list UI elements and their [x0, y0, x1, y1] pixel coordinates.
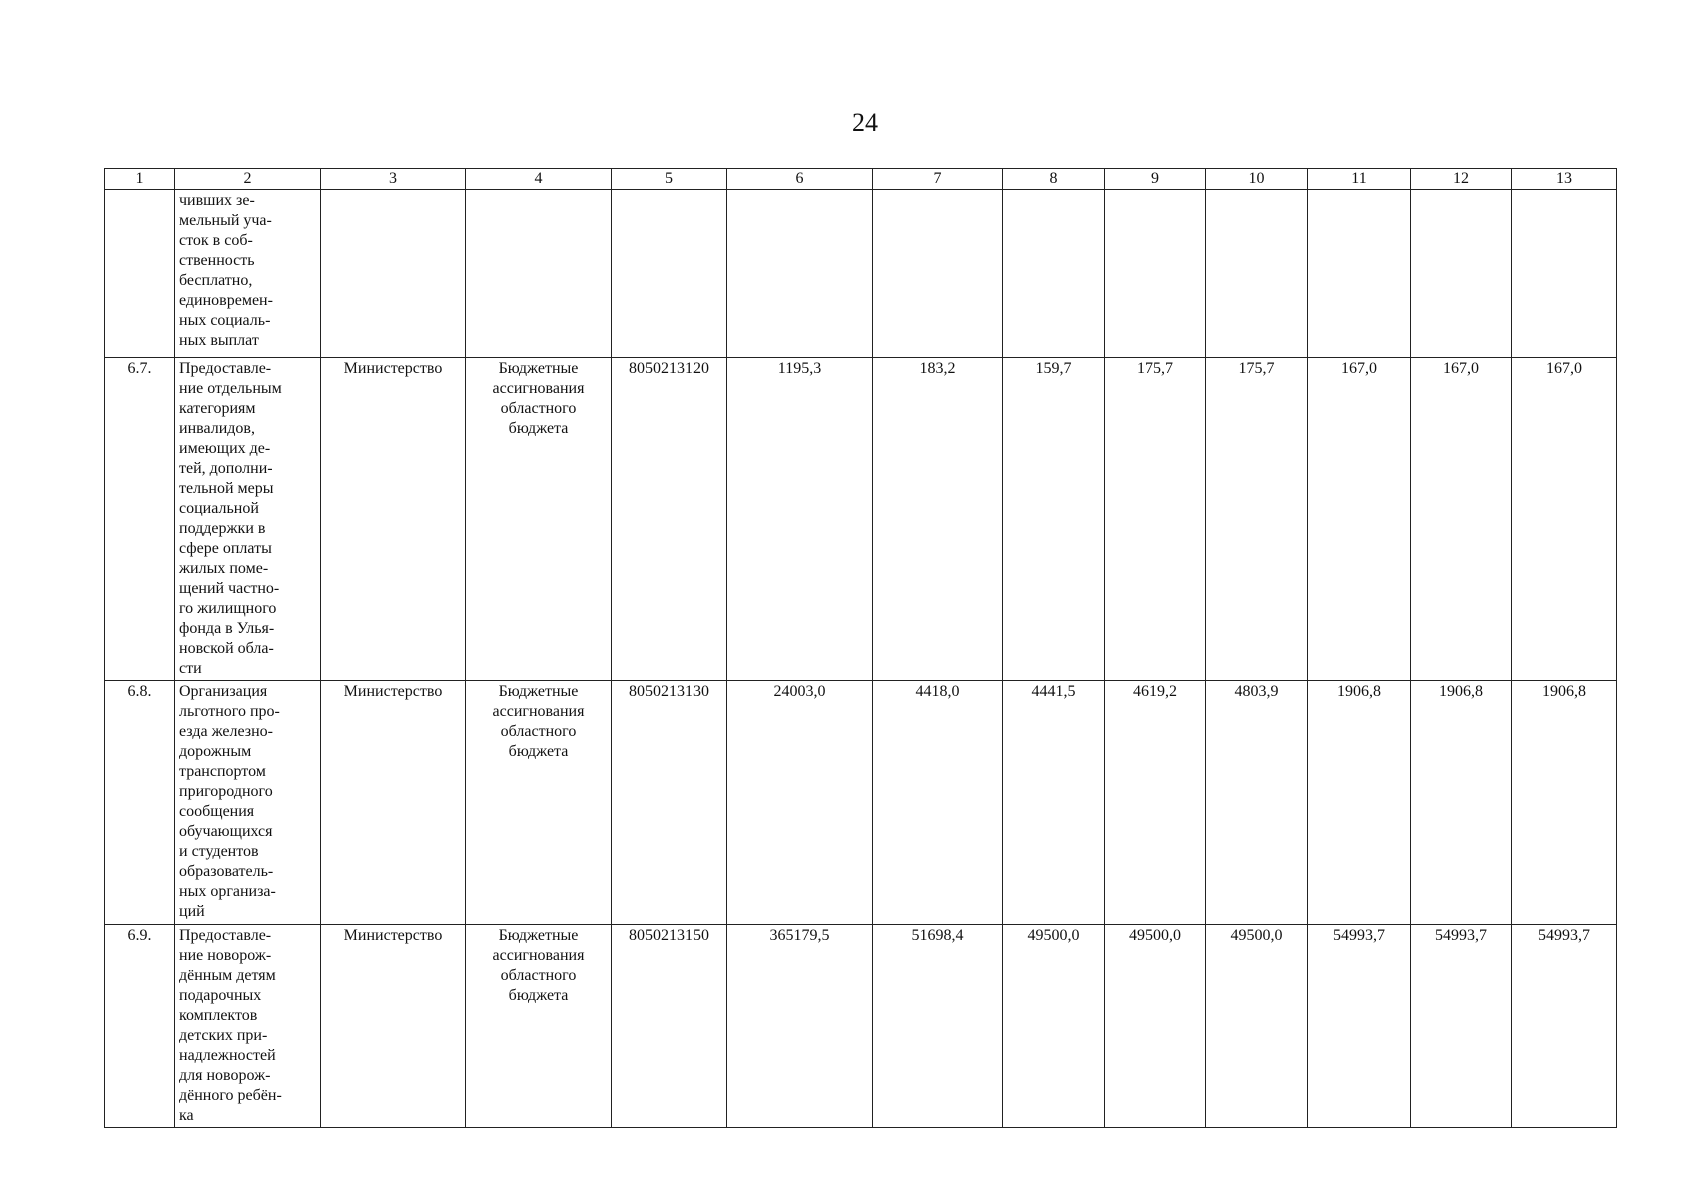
column-header: 11 [1308, 169, 1411, 190]
name-line: ных социаль- [179, 312, 271, 329]
value-cell: 159,7 [1003, 358, 1105, 681]
name-line: тельной меры [179, 480, 274, 497]
row-number-cell: 6.7. [105, 358, 175, 681]
name-line: дённым детям [179, 967, 276, 984]
column-header: 12 [1411, 169, 1512, 190]
value-cell: 175,7 [1206, 358, 1308, 681]
name-line: категориям [179, 400, 256, 417]
value-cell [873, 190, 1003, 358]
value-cell: 54993,7 [1411, 925, 1512, 1128]
name-line: и студентов [179, 843, 259, 860]
value-cell: 167,0 [1411, 358, 1512, 681]
name-line: обучающихся [179, 823, 273, 840]
name-line: образователь- [179, 863, 274, 880]
name-line: ственность [179, 252, 255, 269]
name-line: детских при- [179, 1027, 268, 1044]
value-cell: 51698,4 [873, 925, 1003, 1128]
code-cell: 8050213120 [612, 358, 727, 681]
name-line: езда железно- [179, 723, 274, 740]
row-number-cell [105, 190, 175, 358]
table-row [105, 358, 1617, 681]
name-line: единовремен- [179, 292, 273, 309]
name-line: тей, дополни- [179, 460, 273, 477]
executor-cell: Министерство [321, 925, 466, 1128]
column-header: 9 [1105, 169, 1206, 190]
name-line: пригородного [179, 783, 273, 800]
name-line: подарочных [179, 987, 262, 1004]
column-header: 1 [105, 169, 175, 190]
name-line: жилых поме- [179, 560, 269, 577]
name-line: ка [179, 1107, 194, 1124]
code-cell: 8050213150 [612, 925, 727, 1128]
name-line: социальной [179, 500, 259, 517]
value-cell [1105, 190, 1206, 358]
name-line: имеющих де- [179, 440, 271, 457]
column-header: 8 [1003, 169, 1105, 190]
value-cell: 1906,8 [1512, 681, 1617, 925]
name-line: льготного про- [179, 703, 280, 720]
budget-table [104, 168, 1617, 1128]
name-line: комплектов [179, 1007, 258, 1024]
value-cell: 167,0 [1308, 358, 1411, 681]
column-header: 6 [727, 169, 873, 190]
source-cell: Бюджетные ассигнования областного бюджета [466, 358, 612, 681]
value-cell: 24003,0 [727, 681, 873, 925]
value-cell [1308, 190, 1411, 358]
value-cell: 4803,9 [1206, 681, 1308, 925]
row-number-cell: 6.9. [105, 925, 175, 1128]
value-cell [1206, 190, 1308, 358]
name-line: чивших зе- [179, 192, 255, 209]
code-cell: 8050213130 [612, 681, 727, 925]
name-line: для новорож- [179, 1067, 271, 1084]
name-line: мельный уча- [179, 212, 272, 229]
header-row [105, 169, 1617, 190]
value-cell: 1906,8 [1308, 681, 1411, 925]
name-line: дорожным [179, 743, 252, 760]
column-header: 7 [873, 169, 1003, 190]
name-line: бесплатно, [179, 272, 253, 289]
value-cell: 4441,5 [1003, 681, 1105, 925]
name-line: инвалидов, [179, 420, 255, 437]
name-line: щений частно- [179, 580, 280, 597]
value-cell: 365179,5 [727, 925, 873, 1128]
source-cell [466, 190, 612, 358]
value-cell: 1906,8 [1411, 681, 1512, 925]
measure-name-cell [175, 925, 321, 1128]
value-cell: 175,7 [1105, 358, 1206, 681]
name-line: ных организа- [179, 883, 276, 900]
source-cell: Бюджетные ассигнования областного бюджета [466, 681, 612, 925]
column-header: 5 [612, 169, 727, 190]
name-line: новской обла- [179, 640, 274, 657]
value-cell: 49500,0 [1206, 925, 1308, 1128]
measure-name-cell [175, 681, 321, 925]
name-line: дённого ребён- [179, 1087, 282, 1104]
source-cell: Бюджетные ассигнования областного бюджета [466, 925, 612, 1128]
name-line: сфере оплаты [179, 540, 272, 557]
name-line: Предоставле- [179, 927, 272, 944]
value-cell [1003, 190, 1105, 358]
page-number: 24 [852, 108, 878, 137]
value-cell: 49500,0 [1105, 925, 1206, 1128]
value-cell [1512, 190, 1617, 358]
value-cell [1411, 190, 1512, 358]
name-line: сток в соб- [179, 232, 253, 249]
name-line: ние отдельным [179, 380, 282, 397]
name-line: ние новорож- [179, 947, 272, 964]
value-cell: 167,0 [1512, 358, 1617, 681]
name-line: сообщения [179, 803, 255, 820]
value-cell [727, 190, 873, 358]
measure-name-cell [175, 190, 321, 358]
value-cell: 183,2 [873, 358, 1003, 681]
executor-cell: Министерство [321, 681, 466, 925]
name-line: поддержки в [179, 520, 266, 537]
value-cell: 4418,0 [873, 681, 1003, 925]
name-line: Организация [179, 683, 268, 700]
column-header: 10 [1206, 169, 1308, 190]
column-header: 4 [466, 169, 612, 190]
column-header: 3 [321, 169, 466, 190]
executor-cell: Министерство [321, 358, 466, 681]
column-header: 13 [1512, 169, 1617, 190]
executor-cell [321, 190, 466, 358]
measure-name-cell [175, 358, 321, 681]
table-row [105, 681, 1617, 925]
row-number-cell: 6.8. [105, 681, 175, 925]
code-cell [612, 190, 727, 358]
name-line: го жилищного [179, 600, 277, 617]
table-row [105, 925, 1617, 1128]
value-cell: 54993,7 [1512, 925, 1617, 1128]
name-line: транспортом [179, 763, 266, 780]
name-line: сти [179, 660, 202, 677]
name-line: Предоставле- [179, 360, 272, 377]
value-cell: 4619,2 [1105, 681, 1206, 925]
name-line: ных выплат [179, 332, 259, 349]
column-header: 2 [175, 169, 321, 190]
table-row-continuation [105, 190, 1617, 358]
name-line: ций [179, 903, 205, 920]
name-line: надлежностей [179, 1047, 276, 1064]
value-cell: 49500,0 [1003, 925, 1105, 1128]
name-line: фонда в Улья- [179, 620, 275, 637]
value-cell: 1195,3 [727, 358, 873, 681]
value-cell: 54993,7 [1308, 925, 1411, 1128]
